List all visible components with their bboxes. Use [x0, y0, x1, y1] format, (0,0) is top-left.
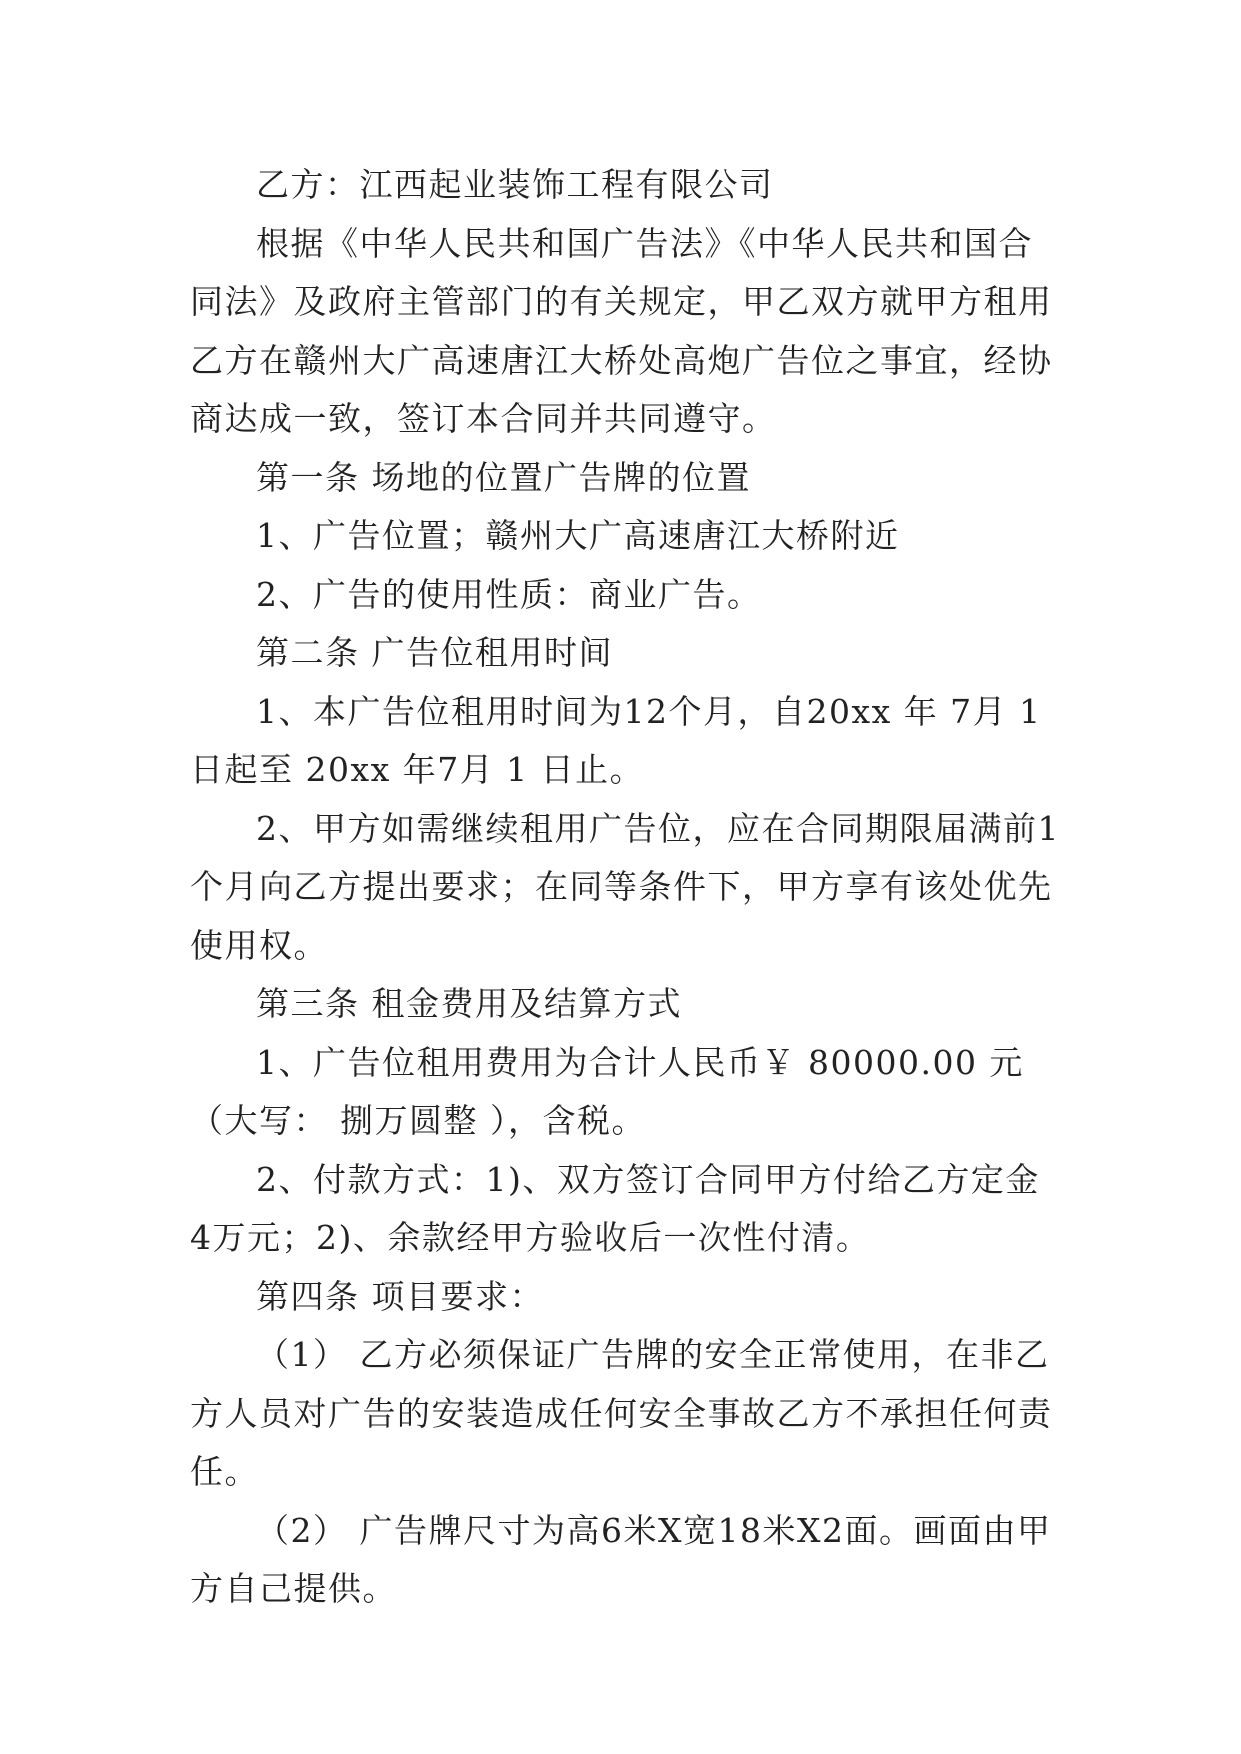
article-3-heading: 第三条 租金费用及结算方式 — [256, 984, 682, 1023]
article-1-item-1: 1、广告位置；赣州大广高速唐江大桥附近 — [256, 516, 900, 555]
article-2-heading: 第二条 广告位租用时间 — [256, 633, 613, 672]
preamble-paragraph: 根据《中华人民共和国广告法》《中华人民共和国合同法》及政府主管部门的有关规定，甲乙双方就甲方租用乙方在赣州大广高速唐江大桥处高炮广告位之事宜，经协商达成一致，签订本合同并共同遵守。 — [190, 223, 1053, 438]
article-4-item-1: （1） 乙方必须保证广告牌的安全正常使用，在非乙方人员对广告的安装造成任何安全事故乙方不承担任何责任。 — [190, 1335, 1053, 1491]
article-1-item-2: 2、广告的使用性质：商业广告。 — [256, 574, 762, 614]
article-4-item-2: （2） 广告牌尺寸为高6米X宽18米X2面。画面由甲方自己提供。 — [190, 1510, 1052, 1608]
article-3-item-1: 1、广告位租用费用为合计人民币￥ 80000.00 元（大写： 捌万圆整 ），含税。 — [190, 1042, 1024, 1140]
party-b-line: 乙方：江西起业装饰工程有限公司 — [256, 165, 774, 204]
article-4-heading: 第四条 项目要求： — [256, 1276, 544, 1316]
article-3-item-2: 2、付款方式：1)、双方签订合同甲方付给乙方定金4万元；2)、余款经甲方验收后一次性付清。 — [190, 1159, 1040, 1257]
contract-body — [190, 156, 1060, 1619]
article-2-item-1: 1、本广告位租用时间为12个月，自20xx 年 7月 1日起至 20xx 年7月 1 日止。 — [190, 691, 1042, 789]
article-1-heading: 第一条 场地的位置广告牌的位置 — [256, 457, 751, 497]
article-2-item-2: 2、甲方如需继续租用广告位，应在合同期限届满前1个月向乙方提出要求；在同等条件下，甲方享有该处优先使用权。 — [190, 808, 1060, 965]
